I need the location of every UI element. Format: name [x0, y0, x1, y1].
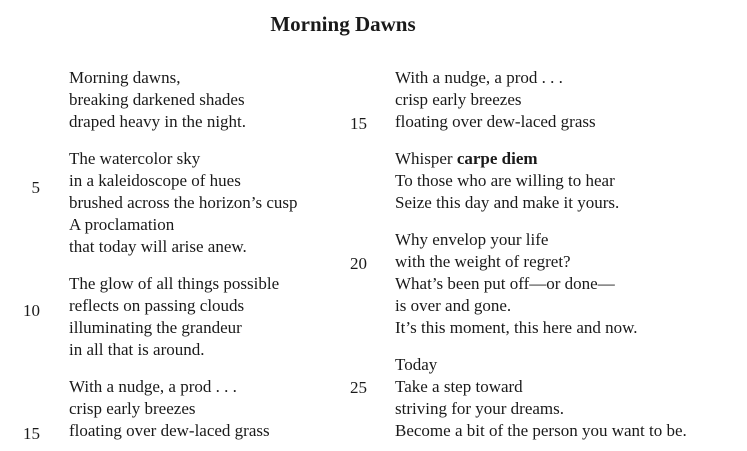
poem-line: [395, 354, 745, 376]
line-text: Seize this day and make it yours.: [395, 193, 620, 212]
poem-line: [69, 111, 327, 133]
poem-line: [69, 89, 327, 111]
line-text-prefix: Whisper: [395, 149, 457, 168]
poem-line: [69, 317, 327, 339]
poem-line: [69, 398, 327, 420]
line-number: 10: [23, 301, 40, 320]
poem-line: [69, 67, 327, 89]
line-text: Today: [395, 355, 438, 374]
line-number: 15: [350, 114, 367, 133]
stanza-2: [69, 148, 327, 258]
poem-line: [69, 214, 327, 236]
line-number: 20: [350, 254, 367, 273]
poem-column-right: [395, 67, 745, 442]
poem-column-left: [69, 67, 327, 442]
line-number: 25: [350, 378, 367, 397]
poem-line: [395, 148, 745, 170]
poem-line: [395, 67, 745, 89]
poem-line: [69, 420, 327, 442]
line-text: crisp early breezes: [395, 90, 522, 109]
poem-line: [395, 398, 745, 420]
line-text: Take a step toward: [395, 377, 523, 396]
stanza-4: [395, 354, 745, 442]
carpe-diem-emphasis: carpe diem: [456, 149, 538, 168]
line-text: floating over dew-laced grass: [395, 112, 596, 131]
line-text: crisp early breezes: [69, 399, 196, 418]
poem-line: [69, 376, 327, 398]
line-text: in a kaleidoscope of hues: [69, 171, 241, 190]
line-text: With a nudge, a prod . . .: [69, 377, 237, 396]
stanza-2: [395, 148, 745, 214]
poem-line: [69, 295, 327, 317]
line-text: With a nudge, a prod . . .: [395, 68, 563, 87]
line-text: reflects on passing clouds: [69, 296, 245, 315]
line-text: A proclamation: [69, 215, 175, 234]
poem-line: [395, 295, 745, 317]
line-text: that today will arise anew.: [69, 237, 247, 256]
poem-title: Morning Dawns: [270, 12, 416, 36]
line-text: brushed across the horizon’s cusp: [69, 193, 298, 212]
line-text: Morning dawns,: [69, 68, 181, 87]
stanza-4: [69, 376, 327, 442]
poem-line: [395, 273, 745, 295]
line-text: The glow of all things possible: [69, 274, 280, 293]
poem-line: [395, 229, 745, 251]
poem-line: [395, 251, 745, 273]
stanza-1: [395, 67, 745, 133]
line-text: is over and gone.: [395, 296, 512, 315]
line-text: The watercolor sky: [69, 149, 201, 168]
poem-line: [69, 170, 327, 192]
line-text: It’s this moment, this here and now.: [395, 318, 638, 337]
poem-line: [69, 192, 327, 214]
poem-line: [69, 339, 327, 361]
poem-line: [395, 170, 745, 192]
poem-line: [69, 273, 327, 295]
line-text: striving for your dreams.: [395, 399, 565, 418]
poem-line: [395, 376, 745, 398]
line-text: To those who are willing to hear: [395, 171, 615, 190]
stanza-3: [395, 229, 745, 339]
line-number: 15: [23, 424, 40, 443]
line-text: floating over dew-laced grass: [69, 421, 270, 440]
poem-line: [69, 148, 327, 170]
line-text: Why envelop your life: [395, 230, 549, 249]
line-text: breaking darkened shades: [69, 90, 245, 109]
line-text: Become a bit of the person you want to be.: [395, 421, 687, 440]
poem-line: [395, 420, 745, 442]
poem-line: [395, 89, 745, 111]
poem-line: [395, 192, 745, 214]
line-text: draped heavy in the night.: [69, 112, 247, 131]
stanza-1: [69, 67, 327, 133]
stanza-3: [69, 273, 327, 361]
line-text: illuminating the grandeur: [69, 318, 242, 337]
poem-line: [395, 111, 745, 133]
poem-line: [69, 236, 327, 258]
poem-line: [395, 317, 745, 339]
line-number: 5: [31, 178, 40, 197]
line-text: in all that is around.: [69, 340, 205, 359]
line-text: with the weight of regret?: [395, 252, 571, 271]
line-text: What’s been put off—or done—: [395, 274, 615, 293]
